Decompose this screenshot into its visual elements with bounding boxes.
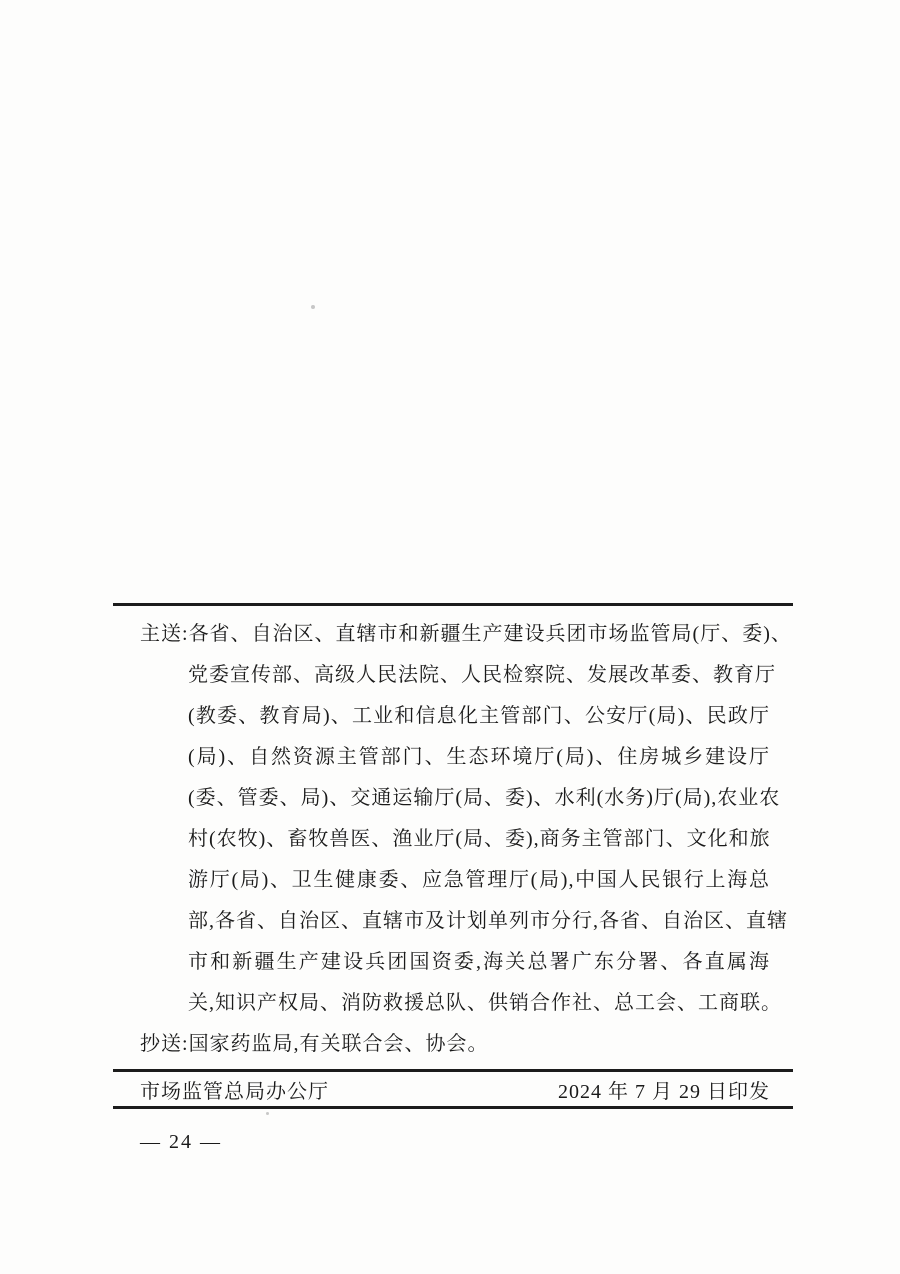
page-number: — 24 — [140,1131,222,1153]
issuing-office: 市场监管总局办公厅 [140,1080,329,1103]
colophon-bottom-rule [113,1106,793,1109]
print-date: 2024 年 7 月 29 日印发 [558,1080,770,1103]
copy-to-text: 国家药监局,有关联合会、协会。 [188,1033,489,1055]
scan-speck [266,1112,269,1115]
distribution-block [140,614,792,1065]
colophon-row [113,1072,793,1106]
distribution-top-rule [113,603,793,606]
distribution-line: (教委、教育局)、工业和信息化主管部门、公安厅(局)、民政厅 [188,705,770,727]
copy-to-line [140,1024,770,1065]
distribution-line: 村(农牧)、畜牧兽医、渔业厅(局、委),商务主管部门、文化和旅 [188,828,771,850]
distribution-line: 市和新疆生产建设兵团国资委,海关总署广东分署、各直属海 [188,951,770,973]
distribution-line-text: 各省、自治区、直辖市和新疆生产建设兵团市场监管局(厅、委)、 [188,623,792,645]
distribution-line: 部,各省、自治区、直辖市及计划单列市分行,各省、自治区、直辖 [188,910,788,932]
distribution-line: 党委宣传部、高级人民法院、人民检察院、发展改革委、教育厅 [188,664,776,686]
distribution-line: 游厅(局)、卫生健康委、应急管理厅(局),中国人民银行上海总 [188,869,770,891]
distribution-line: (局)、自然资源主管部门、生态环境厅(局)、住房城乡建设厅 [188,746,770,768]
distribution-lines [140,614,792,1065]
distribution-line: (委、管委、局)、交通运输厅(局、委)、水利(水务)厅(局),农业农 [188,787,781,809]
copy-to-label: 抄送: [140,1033,189,1055]
distribution-line [140,614,792,655]
distribution-label: 主送: [140,623,189,645]
scan-speck [311,305,315,309]
distribution-line: 关,知识产权局、消防救援总队、供销合作社、总工会、工商联。 [188,992,782,1014]
